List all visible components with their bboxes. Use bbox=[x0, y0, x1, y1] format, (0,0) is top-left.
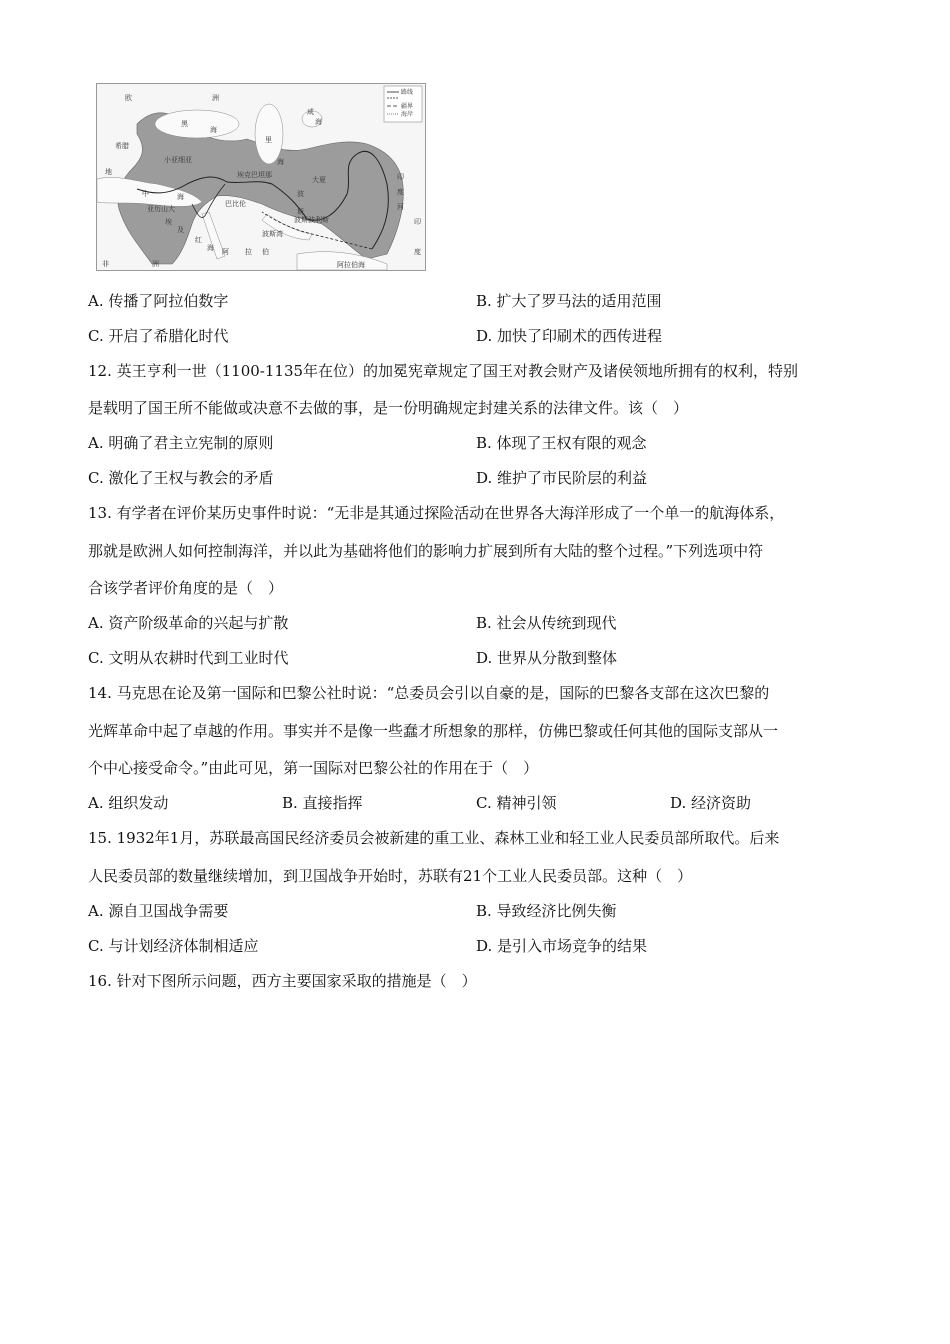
label-arabia-2: 拉 bbox=[245, 248, 252, 256]
label-black-1: 黑 bbox=[181, 120, 188, 128]
q14-stem-line3: 个中心接受命令。”由此可见，第一国际对巴黎公社的作用在于（ ） bbox=[88, 759, 539, 777]
q15-option-d: D. 是引入市场竞争的结果 bbox=[476, 937, 648, 955]
label-bactria: 大夏 bbox=[312, 176, 326, 184]
label-arabia-1: 阿 bbox=[222, 248, 229, 256]
black-sea bbox=[155, 110, 239, 138]
q13-option-a: A. 资产阶级革命的兴起与扩散 bbox=[88, 614, 289, 632]
label-ecbatana: 埃克巴坦那 bbox=[237, 171, 272, 179]
label-mediterranean-2: 中 bbox=[142, 190, 149, 198]
q14-stem-line2: 光辉革命中起了卓越的作用。事实并不是像一些蠢才所想象的那样，仿佛巴黎或任何其他的国际支部从一 bbox=[88, 722, 779, 740]
label-mediterranean-3: 海 bbox=[177, 193, 184, 201]
q13-option-c: C. 文明从农耕时代到工业时代 bbox=[88, 649, 289, 667]
label-gulf: 波斯湾 bbox=[262, 230, 283, 238]
historical-map bbox=[96, 83, 426, 271]
label-egypt-1: 埃 bbox=[165, 218, 172, 226]
label-black-2: 海 bbox=[210, 126, 217, 134]
label-aral-2: 海 bbox=[315, 118, 322, 126]
label-africa-1: 非 bbox=[102, 260, 109, 268]
q14-option-d: D. 经济资助 bbox=[670, 794, 752, 812]
label-indus-1: 印 bbox=[397, 173, 404, 181]
q11-option-c: C. 开启了希腊化时代 bbox=[88, 327, 229, 345]
label-arabia-3: 伯 bbox=[262, 248, 269, 256]
label-persia-2: 斯 bbox=[297, 208, 304, 216]
q14-stem-line1: 14. 马克思在论及第一国际和巴黎公社时说：“总委员会引以自豪的是，国际的巴黎各支部在这次巴黎的 bbox=[88, 684, 770, 702]
q13-stem-line2: 那就是欧洲人如何控制海洋，并以此为基础将他们的影响力扩展到所有大陆的整个过程。”下列选项中符 bbox=[88, 542, 764, 560]
label-persia-1: 波 bbox=[297, 190, 304, 198]
q12-option-b: B. 体现了王权有限的观念 bbox=[476, 434, 647, 452]
q15-stem-line1: 15. 1932年1月，苏联最高国民经济委员会被新建的重工业、森林工业和轻工业人民委员部所取代。后来 bbox=[88, 829, 780, 847]
q13-option-b: B. 社会从传统到现代 bbox=[476, 614, 617, 632]
q13-stem-line3: 合该学者评价角度的是（ ） bbox=[88, 579, 284, 597]
q12-option-d: D. 维护了市民阶层的利益 bbox=[476, 469, 648, 487]
legend-coast: 海岸 bbox=[401, 111, 414, 118]
q12-option-a: A. 明确了君主立宪制的原则 bbox=[88, 434, 274, 452]
label-caspian-2: 海 bbox=[277, 158, 284, 166]
legend-border: 疆界 bbox=[401, 103, 414, 110]
label-indus-3: 河 bbox=[397, 203, 404, 211]
label-india-2: 度 bbox=[414, 248, 421, 256]
label-red-2: 海 bbox=[207, 244, 214, 252]
q15-stem-line2: 人民委员部的数量继续增加，到卫国战争开始时，苏联有21个工业人民委员部。这种（ ） bbox=[88, 867, 693, 885]
label-indus-2: 度 bbox=[397, 188, 404, 196]
label-arabian-sea: 阿拉伯海 bbox=[337, 261, 365, 269]
label-europe-1: 欧 bbox=[125, 94, 132, 102]
label-mediterranean-1: 地 bbox=[105, 168, 112, 176]
label-aral-1: 咸 bbox=[307, 108, 314, 116]
label-europe-2: 洲 bbox=[212, 94, 219, 102]
label-asia-minor: 小亚细亚 bbox=[164, 156, 192, 164]
legend-route: 路线 bbox=[401, 89, 414, 96]
q11-option-a: A. 传播了阿拉伯数字 bbox=[88, 292, 229, 310]
q13-stem-line1: 13. 有学者在评价某历史事件时说：“无非是其通过探险活动在世界各大海洋形成了一个单一的航海体系， bbox=[88, 504, 785, 522]
q14-option-a: A. 组织发动 bbox=[88, 794, 169, 812]
label-india-1: 印 bbox=[414, 218, 421, 226]
map-drawing bbox=[97, 84, 425, 270]
q14-option-b: B. 直接指挥 bbox=[282, 794, 363, 812]
label-persepolis: 波斯波利斯 bbox=[294, 216, 329, 224]
caspian-sea bbox=[255, 104, 283, 164]
q11-option-b: B. 扩大了罗马法的适用范围 bbox=[476, 292, 662, 310]
q15-option-a: A. 源自卫国战争需要 bbox=[88, 902, 229, 920]
q12-stem-line1: 12. 英王亨利一世（1100-1135年在位）的加冕宪章规定了国王对教会财产及诸侯领地所拥有的权利，特别 bbox=[88, 362, 799, 380]
q12-stem-line2: 是载明了国王所不能做或决意不去做的事，是一份明确规定封建关系的法律文件。该（ ） bbox=[88, 399, 689, 417]
q15-option-b: B. 导致经济比例失衡 bbox=[476, 902, 617, 920]
q15-option-c: C. 与计划经济体制相适应 bbox=[88, 937, 259, 955]
label-caspian-1: 里 bbox=[265, 136, 272, 144]
q11-option-d: D. 加快了印刷术的西传进程 bbox=[476, 327, 663, 345]
label-babylon: 巴比伦 bbox=[225, 200, 246, 208]
label-africa-2: 洲 bbox=[152, 260, 159, 268]
q13-option-d: D. 世界从分散到整体 bbox=[476, 649, 618, 667]
q16-stem-line1: 16. 针对下图所示问题，西方主要国家采取的措施是（ ） bbox=[88, 972, 477, 990]
q14-option-c: C. 精神引领 bbox=[476, 794, 557, 812]
label-alexandria: 亚历山大 bbox=[147, 205, 175, 213]
q12-option-c: C. 激化了王权与教会的矛盾 bbox=[88, 469, 274, 487]
label-egypt-2: 及 bbox=[177, 226, 184, 234]
label-greece: 希腊 bbox=[115, 142, 129, 150]
label-red-1: 红 bbox=[195, 236, 202, 244]
